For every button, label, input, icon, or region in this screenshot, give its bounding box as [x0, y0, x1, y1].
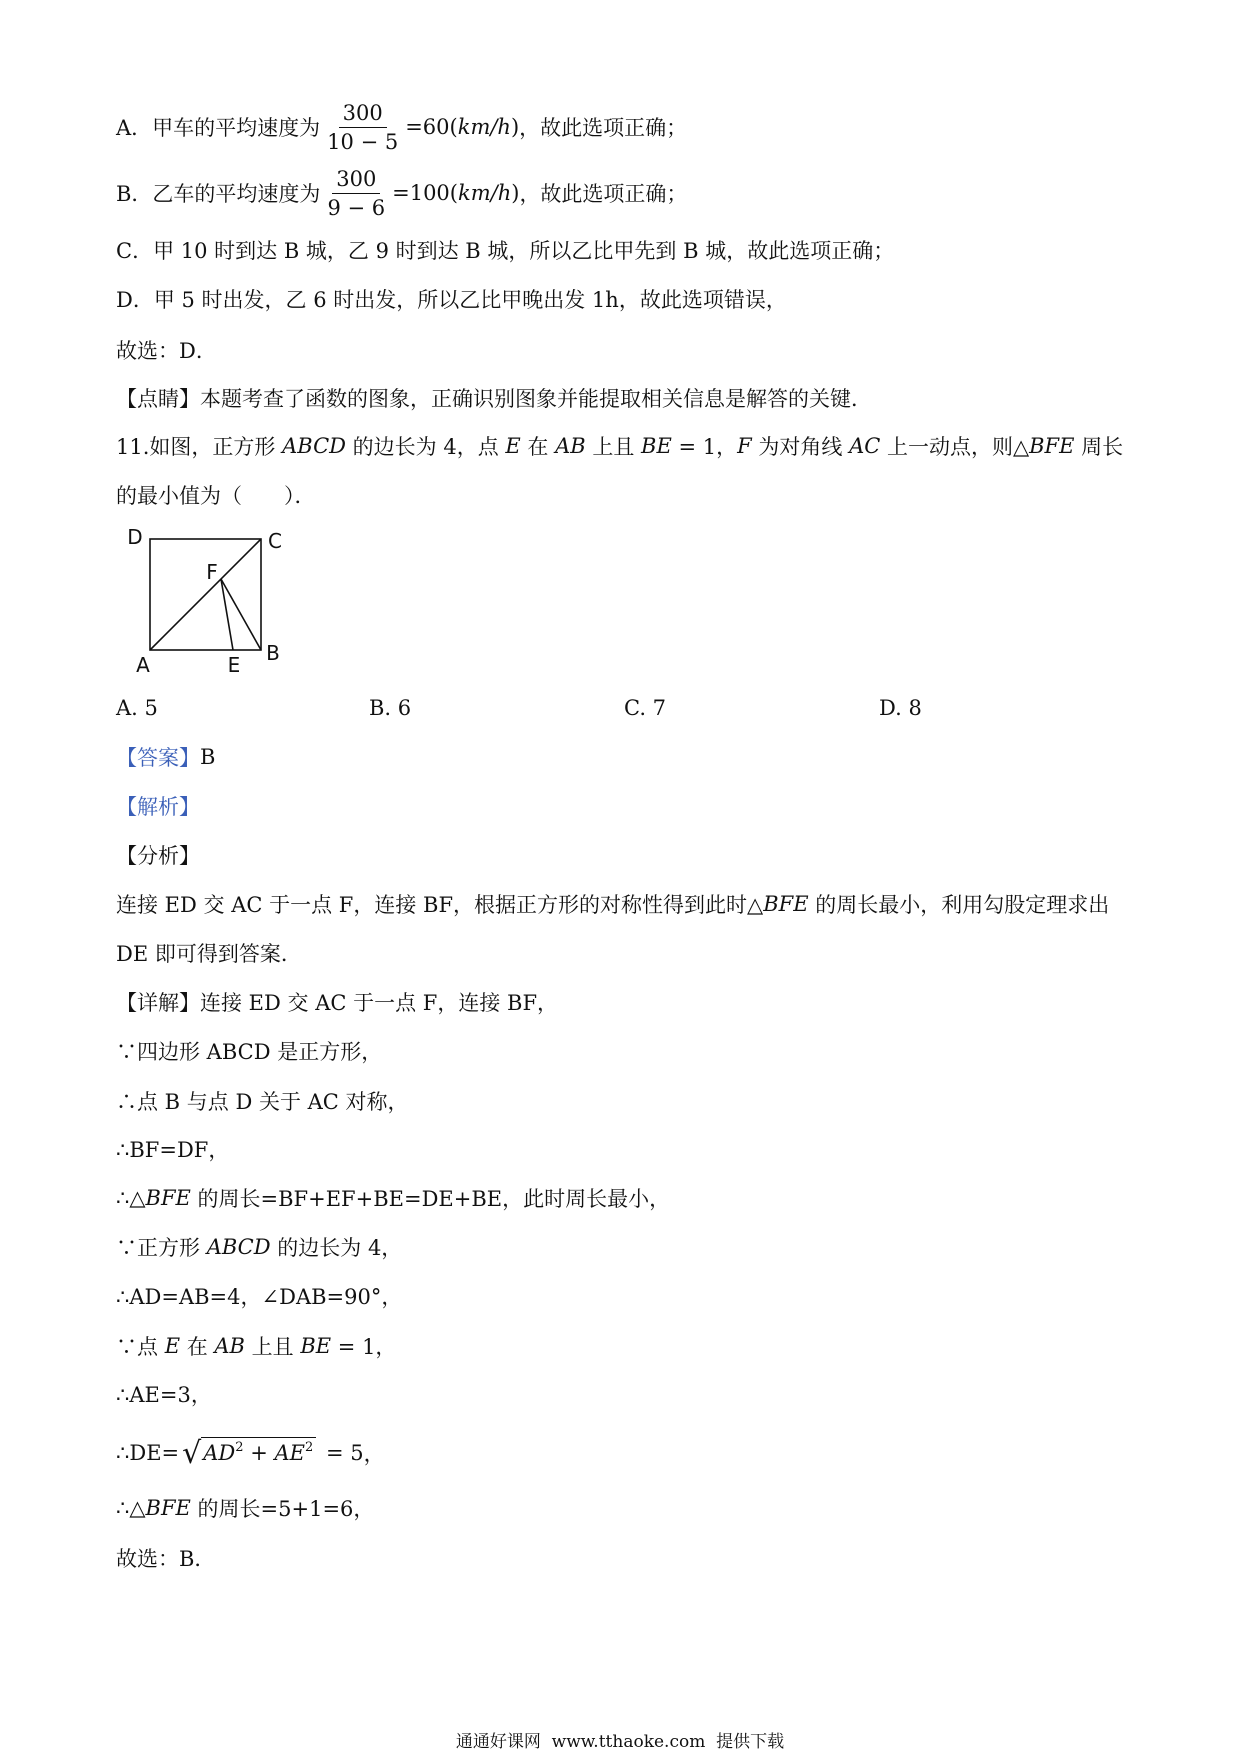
- square-root: [182, 1437, 316, 1470]
- text-segment: ∵点: [116, 1335, 165, 1359]
- text-segment: 【点睛】本题考查了函数的图象，正确识别图象并能提取相关信息是解答的关键．: [116, 387, 872, 411]
- point-label-e: E: [227, 653, 241, 677]
- detail-line1: [116, 987, 558, 1017]
- detail-line10: [116, 1433, 385, 1473]
- detail-line8: [116, 1331, 396, 1361]
- math-var: ABCD: [206, 1235, 271, 1259]
- text-segment: 在: [180, 1335, 215, 1359]
- fraction-denominator: 9 − 6: [327, 195, 386, 220]
- text-segment: ): [511, 181, 520, 205]
- text-segment: A．甲车的平均速度为: [116, 116, 321, 140]
- text-segment: ，: [363, 1442, 385, 1466]
- point-label-a: A: [136, 653, 150, 677]
- text-segment: ∵四边形 ABCD 是正方形，: [116, 1040, 383, 1064]
- text-segment: 上一动点，则△: [880, 435, 1030, 459]
- analysis-tag: 【解析】: [116, 795, 200, 819]
- question-11-stem-line2: [116, 480, 316, 510]
- text-segment: 的最小值为（ ）．: [116, 484, 316, 508]
- option-d-line: [116, 284, 787, 314]
- answer-value: B: [200, 745, 216, 769]
- math-var: E: [164, 1334, 181, 1358]
- text-segment: D．甲 5 时出发，乙 6 时出发，所以乙比甲晚出发 1h，故此选项错误，: [116, 288, 787, 312]
- text-segment: 的周长最小，利用勾股定理求出: [808, 893, 1110, 917]
- radical-sign: √: [182, 1435, 202, 1471]
- text-segment: ): [510, 115, 520, 139]
- math-var: BFE: [145, 1186, 191, 1210]
- breakdown-tag-line: [116, 840, 200, 870]
- text-segment: 的周长=5+1=6，: [190, 1497, 375, 1521]
- text-segment: 的边长为 4，: [270, 1236, 403, 1260]
- text-segment: ∴AE=3，: [116, 1383, 212, 1407]
- point-label-d: D: [127, 525, 143, 549]
- comment-line: [116, 383, 872, 413]
- option-b-line: [116, 161, 687, 225]
- option-c-line: [116, 235, 894, 265]
- radicand: [201, 1437, 316, 1470]
- text-segment: 11.如图，正方形: [116, 435, 283, 459]
- option-a: A. 5: [116, 696, 158, 720]
- math-var: AE: [274, 1440, 305, 1465]
- detail-line7: [116, 1281, 402, 1311]
- math-var: F: [737, 434, 752, 458]
- text-segment: ∴△: [116, 1496, 146, 1520]
- text-segment: 连接 ED 交 AC 于一点 F，连接 BF，根据正方形的对称性得到此时△: [116, 893, 764, 917]
- point-label-f: F: [206, 560, 218, 584]
- point-label-b: B: [266, 641, 280, 665]
- math-var: BFE: [763, 892, 809, 916]
- text-segment: 故选：D．: [116, 339, 217, 363]
- math-var: E: [505, 434, 521, 458]
- text-segment: 上且: [585, 435, 642, 459]
- text-segment: 【详解】连接 ED 交 AC 于一点 F，连接 BF，: [116, 991, 559, 1015]
- math-var: km/h: [457, 115, 511, 139]
- breakdown-line1: [116, 889, 1109, 919]
- detail-line3: [116, 1086, 409, 1116]
- math-var: ABCD: [282, 434, 346, 458]
- analysis-tag-line: [116, 791, 200, 821]
- diagonal-ac: [150, 539, 261, 650]
- detail-line2: [116, 1036, 382, 1066]
- math-var: AD: [203, 1440, 236, 1465]
- detail-line11: [116, 1493, 374, 1523]
- text-segment: B．乙车的平均速度为: [116, 182, 321, 206]
- breakdown-tag: 【分析】: [116, 844, 200, 868]
- text-segment: = 1，: [331, 1335, 397, 1359]
- math-var: AB: [555, 434, 586, 458]
- option-b: B. 6: [369, 696, 412, 720]
- text-segment: +: [243, 1440, 275, 1465]
- fraction: [323, 99, 402, 156]
- text-segment: 故选：B．: [116, 1547, 216, 1571]
- detail-line9: [116, 1379, 212, 1409]
- square-figure: [120, 515, 295, 680]
- text-segment: ∴点 B 与点 D 关于 AC 对称，: [116, 1090, 409, 1114]
- text-segment: DE 即可得到答案．: [116, 942, 302, 966]
- detail-line4: [116, 1134, 229, 1164]
- point-label-c: C: [268, 529, 282, 553]
- math-var: AC: [849, 434, 881, 458]
- text-segment: ，故此选项正确；: [519, 182, 688, 206]
- math-var: AB: [214, 1334, 245, 1358]
- text-segment: ∴DE=: [116, 1441, 180, 1465]
- text-segment: ∴BF=DF，: [116, 1138, 230, 1162]
- text-segment: 的周长=BF+EF+BE=DE+BE，此时周长最小，: [190, 1187, 671, 1211]
- answer-line: [116, 742, 215, 772]
- detail-line12: [116, 1543, 215, 1573]
- text-segment: ∴AD=AB=4，∠DAB=90°，: [116, 1285, 403, 1309]
- text-segment: ∵正方形: [116, 1236, 207, 1260]
- math-var: BFE: [145, 1496, 191, 1520]
- text-segment: = 5: [319, 1441, 364, 1465]
- text-segment: = 1，: [671, 435, 738, 459]
- breakdown-line2: [116, 938, 302, 968]
- text-segment: 周长: [1074, 435, 1124, 459]
- text-segment: 为对角线: [751, 435, 850, 459]
- fraction: [323, 165, 389, 222]
- choice-line: [116, 335, 217, 365]
- fraction-numerator: 300: [339, 99, 387, 128]
- text-segment: =60(: [405, 115, 458, 139]
- text-segment: ，故此选项正确；: [519, 116, 688, 140]
- option-d: D. 8: [879, 696, 922, 720]
- text-segment: 的边长为 4，点: [345, 435, 506, 459]
- option-c: C. 7: [624, 696, 667, 720]
- option-a-line: [116, 95, 687, 159]
- fraction-numerator: 300: [332, 165, 380, 194]
- fraction-denominator: 10 − 5: [327, 129, 399, 154]
- question-11-stem: [116, 431, 1123, 461]
- exponent: 2: [305, 1439, 314, 1455]
- text-segment: =100(: [392, 181, 458, 205]
- exponent: 2: [235, 1439, 244, 1455]
- page-footer: 通通好课网 www.tthaoke.com 提供下载: [455, 1732, 785, 1752]
- text-segment: 在: [520, 435, 556, 459]
- text-segment: 上且: [245, 1335, 301, 1359]
- math-var: km/h: [457, 181, 512, 205]
- text-segment: C．甲 10 时到达 B 城，乙 9 时到达 B 城，所以乙比甲先到 B 城，故此选项正确；: [116, 239, 895, 263]
- math-var: BE: [641, 434, 672, 458]
- math-var: BE: [300, 1334, 332, 1358]
- detail-line5: [116, 1183, 670, 1213]
- detail-line6: [116, 1232, 402, 1262]
- text-segment: ∴△: [116, 1186, 146, 1210]
- answer-tag: 【答案】: [116, 746, 200, 770]
- math-var: BFE: [1029, 434, 1075, 458]
